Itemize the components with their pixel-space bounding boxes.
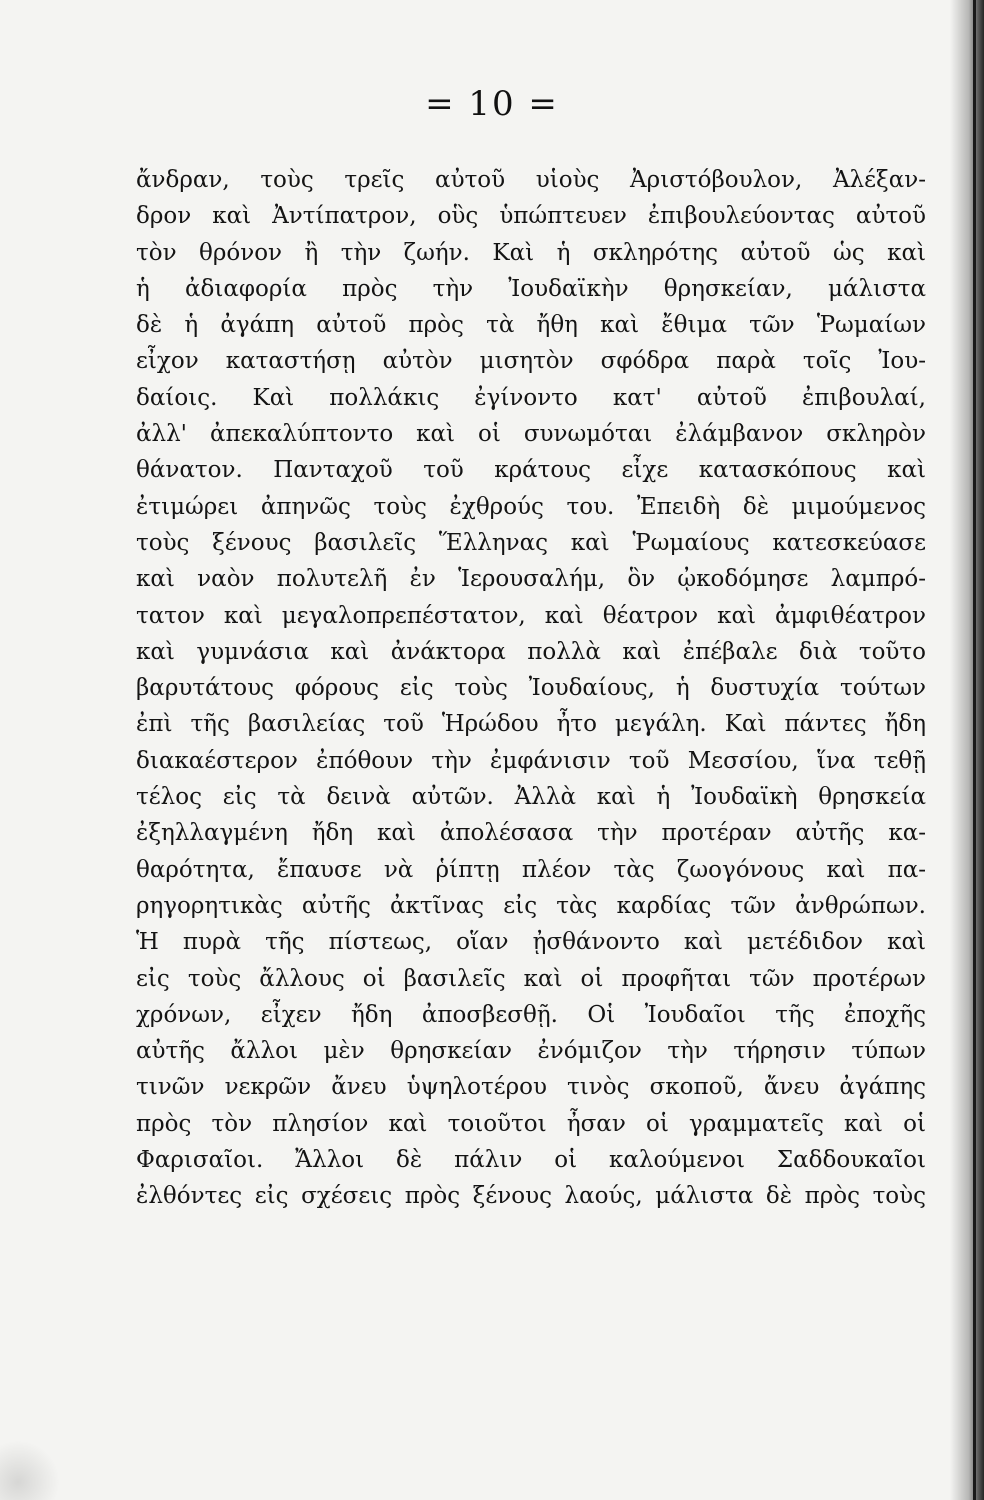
text-line: διακαέστερον ἐπόθουν τὴν ἐμφάνισιν τοῦ Μεσσίου, ἵνα τεθῇ	[136, 747, 926, 774]
text-line: τοὺς ξένους βασιλεῖς Ἕλληνας καὶ Ῥωμαίους κατεσκεύασε	[136, 529, 926, 556]
text-line: εἶχον καταστήσῃ αὐτὸν μισητὸν σφόδρα παρὰ τοῖς Ἰου-	[136, 348, 926, 375]
text-line: ἡ ἀδιαφορία πρὸς τὴν Ἰουδαϊκὴν θρησκείαν, μάλιστα	[136, 275, 926, 302]
text-line: ἀλλ' ἀπεκαλύπτοντο καὶ οἱ συνωμόται ἐλάμβανον σκληρὸν	[136, 421, 926, 448]
text-line: τὸν θρόνον ἢ τὴν ζωήν. Καὶ ἡ σκληρότης αὐτοῦ ὡς καὶ	[136, 239, 926, 266]
text-line: τινῶν νεκρῶν ἄνευ ὑψηλοτέρου τινὸς σκοποῦ, ἄνευ ἀγάπης	[136, 1074, 926, 1101]
text-line: εἰς τοὺς ἄλλους οἱ βασιλεῖς καὶ οἱ προφῆται τῶν προτέρων	[136, 965, 926, 992]
text-line: δὲ ἡ ἀγάπη αὐτοῦ πρὸς τὰ ἤθη καὶ ἔθιμα τῶν Ῥωμαίων	[136, 312, 926, 339]
scan-artifact	[0, 1440, 60, 1500]
text-line: ἐλθόντες εἰς σχέσεις πρὸς ξένους λαούς, μάλιστα δὲ πρὸς τοὺς	[136, 1183, 926, 1210]
text-line: δαίοις. Καὶ πολλάκις ἐγίνοντο κατ' αὐτοῦ ἐπιβουλαί,	[136, 384, 926, 411]
text-line: χρόνων, εἶχεν ἤδη ἀποσβεσθῇ. Οἱ Ἰουδαῖοι τῆς ἐποχῆς	[136, 1001, 926, 1028]
text-line: δρον καὶ Ἀντίπατρον, οὓς ὑπώπτευεν ἐπιβουλεύοντας αὐτοῦ	[136, 203, 926, 230]
text-line: ἄνδραν, τοὺς τρεῖς αὐτοῦ υἱοὺς Ἀριστόβουλον, Ἀλέξαν-	[136, 167, 926, 193]
page-number: = 10 =	[425, 84, 559, 124]
text-line: Φαρισαῖοι. Ἄλλοι δὲ πάλιν οἱ καλούμενοι Σαδδουκαῖοι	[136, 1147, 926, 1174]
text-line: Ἡ πυρὰ τῆς πίστεως, οἵαν ᾐσθάνοντο καὶ μετέδιδον καὶ	[136, 929, 926, 956]
text-line: θάνατον. Πανταχοῦ τοῦ κράτους εἶχε κατασκόπους καὶ	[136, 457, 926, 484]
text-line: καὶ γυμνάσια καὶ ἀνάκτορα πολλὰ καὶ ἐπέβαλε διὰ τοῦτο	[136, 638, 926, 665]
text-line: αὐτῆς ἄλλοι μὲν θρησκείαν ἐνόμιζον τὴν τήρησιν τύπων	[136, 1038, 926, 1065]
text-line: θαρότητα, ἔπαυσε νὰ ῥίπτῃ πλέον τὰς ζωογόνους καὶ πα-	[136, 856, 926, 883]
text-line: τέλος εἰς τὰ δεινὰ αὐτῶν. Ἀλλὰ καὶ ἡ Ἰουδαϊκὴ θρησκεία	[136, 784, 926, 811]
text-line: ρηγορητικὰς αὐτῆς ἀκτῖνας εἰς τὰς καρδίας τῶν ἀνθρώπων.	[136, 892, 926, 919]
text-line: ἐτιμώρει ἀπηνῶς τοὺς ἐχθρούς του. Ἐπειδὴ δὲ μιμούμενος	[136, 493, 926, 520]
text-line: πρὸς τὸν πλησίον καὶ τοιοῦτοι ἦσαν οἱ γραμματεῖς καὶ οἱ	[136, 1110, 926, 1137]
text-line: βαρυτάτους φόρους εἰς τοὺς Ἰουδαίους, ἡ δυστυχία τούτων	[136, 675, 926, 702]
text-line: ἐπὶ τῆς βασιλείας τοῦ Ἡρώδου ἦτο μεγάλη. Καὶ πάντες ἤδη	[136, 711, 926, 738]
body-text	[136, 162, 926, 1215]
text-line: τατον καὶ μεγαλοπρεπέστατον, καὶ θέατρον καὶ ἀμφιθέατρον	[136, 602, 926, 629]
text-line: ἐξηλλαγμένη ἤδη καὶ ἀπολέσασα τὴν προτέραν αὐτῆς κα-	[136, 820, 926, 847]
text-line: καὶ ναὸν πολυτελῆ ἐν Ἱερουσαλήμ, ὃν ᾠκοδόμησε λαμπρό-	[136, 566, 926, 593]
